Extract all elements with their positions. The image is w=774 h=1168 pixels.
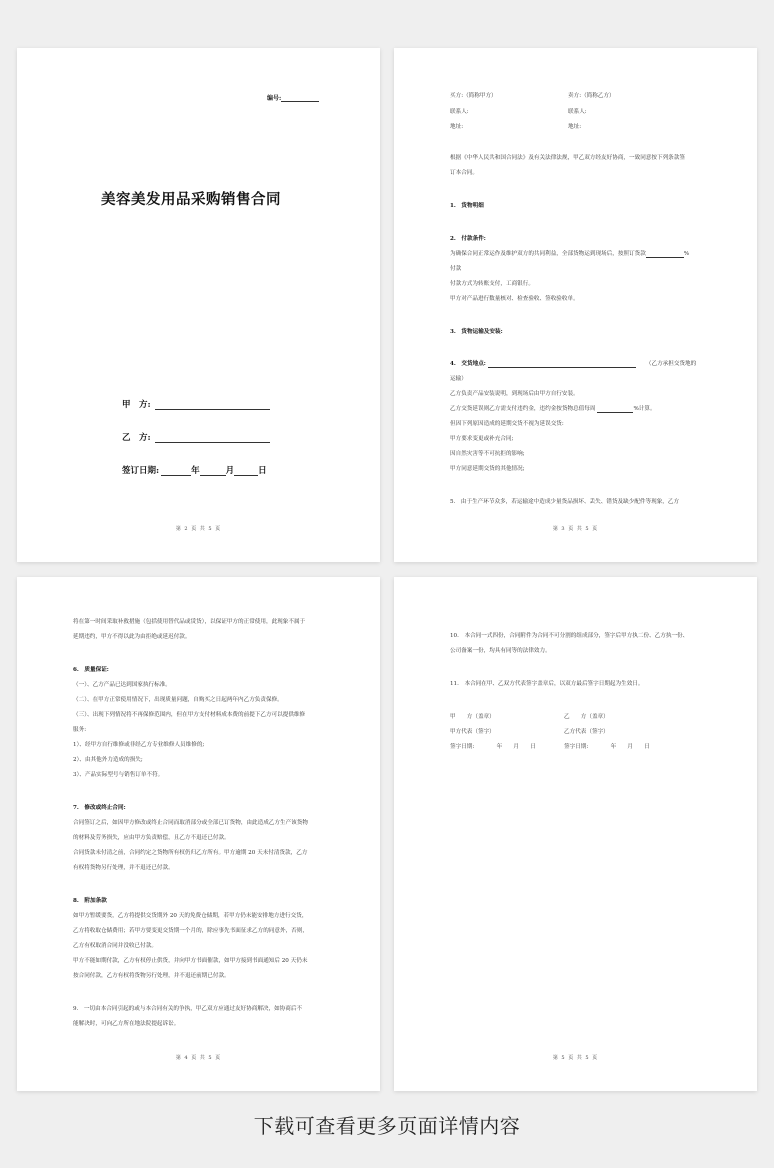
section-heading: 6. 质量保证: bbox=[73, 667, 109, 673]
contract-number-label: 编号: bbox=[267, 95, 282, 102]
body-line: 10. 本合同一式四份，合同附件为合同不可分割的组成部分，签字后甲方执二份、乙方执一份、 bbox=[450, 633, 689, 639]
body-line: 5. 由于生产环节众多，若运输途中造成少量货品损坏、丢失、错货及缺少配件等现象，乙方 bbox=[450, 499, 680, 505]
body-line bbox=[450, 361, 696, 368]
party-b-representative: 乙方代表（签字） bbox=[564, 729, 609, 735]
download-caption[interactable]: 下载可查看更多页面详情内容 bbox=[253, 1114, 521, 1138]
body-text: % bbox=[683, 251, 690, 257]
party-b-seal: 乙 方（盖章） bbox=[564, 714, 609, 720]
cover-page bbox=[17, 48, 380, 562]
body-line: 延期违约，甲方不得以此为由拒绝或延迟付款。 bbox=[73, 634, 191, 640]
body-line: 2）、由其他外力造成的损失; bbox=[73, 757, 143, 763]
body-text: 乙方交货延误则乙方需支付违约金，违约金按货物总值每周 bbox=[450, 406, 596, 412]
body-line: 1）、经甲方自行维修或非经乙方专业维修人员维修的; bbox=[73, 742, 205, 748]
body-line: 甲方对产品进行数量核对、检查验收、签收验收单。 bbox=[450, 296, 579, 302]
contract-page-3 bbox=[394, 48, 757, 562]
body-text: 为确保合同正常运作及维护双方的共同利益，全部货物运到现场后，按照订货款 bbox=[450, 251, 646, 257]
day-label: 日 bbox=[258, 466, 267, 476]
body-line: 有权将货物另行处理，并不退还已付款。 bbox=[73, 865, 174, 871]
body-line: 公司备案一份，均具有同等的法律效力。 bbox=[450, 648, 551, 654]
body-line: 将在第一时间采取补救措施（包括使用替代品或赁货），以保证甲方的正常使用，此现象不属于 bbox=[73, 619, 306, 625]
sign-date-label: 签订日期: bbox=[122, 466, 160, 476]
seller-label: 卖方:（简称乙方） bbox=[568, 93, 615, 99]
page-number: 第 5 页 共 5 页 bbox=[552, 1055, 599, 1061]
year-label: 年 bbox=[191, 466, 200, 476]
section-heading: 3. 货物运输及安装: bbox=[450, 329, 503, 335]
intro-line: 订本合同。 bbox=[450, 170, 478, 176]
body-line: （一）、乙方产品已达到国家执行标准。 bbox=[73, 682, 171, 688]
body-line: 付款 bbox=[450, 266, 462, 272]
body-line: 乙方将收取仓储费用；若甲方要变更交货期一个月的，除应事先书面征求乙方的同意外，否则， bbox=[73, 928, 308, 934]
buyer-address: 地址: bbox=[450, 124, 464, 130]
body-line: 的材料及劳务损失，应由甲方负责赔偿，且乙方不退还已付款。 bbox=[73, 835, 230, 841]
sign-date-line bbox=[122, 464, 267, 476]
day-blank bbox=[234, 466, 258, 476]
party-a-blank bbox=[155, 400, 270, 410]
contract-page-5 bbox=[394, 577, 757, 1091]
party-b-line bbox=[122, 431, 270, 443]
body-line: 服务: bbox=[73, 727, 87, 733]
party-b-label: 乙 方: bbox=[122, 433, 151, 443]
page-number: 第 4 页 共 5 页 bbox=[175, 1055, 222, 1061]
party-a-seal: 甲 方（盖章） bbox=[450, 714, 495, 720]
body-line: 3）、产品实际型号与销售订单不符。 bbox=[73, 772, 164, 778]
contract-number bbox=[267, 93, 319, 102]
party-b-sign-date: 签字日期: 年 月 日 bbox=[564, 744, 650, 750]
body-line: 如甲方暂缓要货，乙方将提供交货期外 20 天的免费仓储期，若甲方仍未能安排地方进行交货， bbox=[73, 913, 308, 919]
body-line: 甲方同意延期交货的其他情况; bbox=[450, 466, 525, 472]
body-line: 乙方负责产品安装说明，到现场后由甲方自行安装。 bbox=[450, 391, 579, 397]
delivery-location-blank bbox=[488, 361, 636, 368]
body-line: 运输） bbox=[450, 376, 467, 382]
party-a-label: 甲 方: bbox=[122, 400, 151, 410]
seller-address: 地址: bbox=[568, 124, 582, 130]
section-heading: 8. 附加条款 bbox=[73, 898, 107, 904]
contract-title: 美容美发用品采购销售合同 bbox=[101, 191, 281, 208]
body-line: 但因下列原因造成的延期交货不视为延误交货: bbox=[450, 421, 564, 427]
month-blank bbox=[200, 466, 226, 476]
party-a-representative: 甲方代表（签字） bbox=[450, 729, 495, 735]
body-line: （三）、出现下列情况将不再保修范围内，但在甲方支付材料成本费的前提下乙方可以提供维修 bbox=[73, 712, 306, 718]
page-number: 第 3 页 共 5 页 bbox=[552, 526, 599, 532]
buyer-label: 买方:（简称甲方） bbox=[450, 93, 497, 99]
month-label: 月 bbox=[225, 466, 235, 476]
intro-line: 根据《中华人民共和国合同法》及有关法律法规，甲乙双方经友好协商，一致同意按下列条款签 bbox=[450, 155, 685, 161]
section-heading: 7. 修改或终止合同: bbox=[73, 805, 126, 811]
party-a-line bbox=[122, 398, 270, 410]
contract-page-4 bbox=[17, 577, 380, 1091]
buyer-contact: 联系人: bbox=[450, 109, 469, 115]
body-line: 乙方有权取消合同并没收已付款。 bbox=[73, 943, 157, 949]
body-line: 能解决时，可向乙方所在地法院提起诉讼。 bbox=[73, 1021, 180, 1027]
body-line: 合同货款未付清之前，合同约定之货物所有权仍归乙方所有。甲方逾期 20 天未付清货款，乙方 bbox=[73, 850, 308, 856]
body-line: 按合同付款，乙方有权将货物另行处理，并不退还前期已付款。 bbox=[73, 973, 230, 979]
body-line bbox=[450, 251, 689, 258]
contract-number-blank bbox=[281, 94, 319, 102]
body-line: 付款方式为转账支付，工商银行。 bbox=[450, 281, 534, 287]
section-heading: 1. 货物明细 bbox=[450, 203, 484, 209]
body-line: 9. 一切由本合同引起的或与本合同有关的争执，甲乙双方应通过友好协商解决，如协商后不 bbox=[73, 1006, 303, 1012]
body-line: 11. 本合同在甲、乙双方代表签字盖章后，以双方最后签字日期起为生效日。 bbox=[450, 681, 644, 687]
percent-blank bbox=[646, 251, 684, 258]
section-heading: 4. 交货地点: bbox=[450, 361, 486, 367]
percent-blank bbox=[597, 406, 633, 413]
body-line: 合同签订之后，如因甲方修改或终止合同而取消部分或全部已订货物，由此造成乙方生产该货物 bbox=[73, 820, 308, 826]
body-text: %计算。 bbox=[633, 406, 656, 412]
party-a-sign-date: 签字日期: 年 月 日 bbox=[450, 744, 536, 750]
page-number: 第 2 页 共 5 页 bbox=[175, 526, 222, 532]
section-heading: 2. 付款条件: bbox=[450, 236, 486, 242]
body-line bbox=[450, 406, 656, 413]
body-line: 甲方要求变更或补充合同; bbox=[450, 436, 514, 442]
body-text: （乙方承担交货地的 bbox=[645, 361, 697, 367]
body-line: 甲方不能如期付款，乙方有权停止供货，并向甲方书面催款，如甲方接到书面通知后 20 天仍未 bbox=[73, 958, 308, 964]
party-b-blank bbox=[155, 433, 270, 443]
seller-contact: 联系人: bbox=[568, 109, 587, 115]
year-blank bbox=[161, 466, 191, 476]
body-line: 因自然灾害等不可抗拒的影响; bbox=[450, 451, 525, 457]
body-line: （二）、在甲方正常使用情况下，出现质量问题，自购买之日起两年内乙方负责保修。 bbox=[73, 697, 283, 703]
